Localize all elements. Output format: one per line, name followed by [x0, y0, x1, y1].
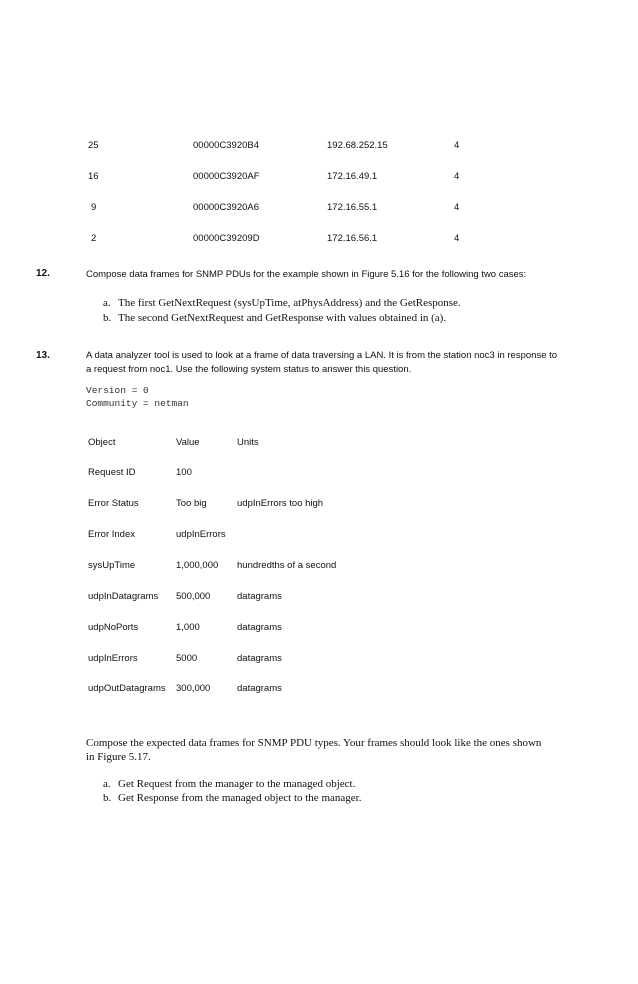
table-cell: 4 [454, 233, 460, 244]
list-item: The second GetNextRequest and GetResponse with values obtained in (a). [118, 312, 447, 324]
table-cell: 25 [88, 140, 99, 151]
table-cell: sysUpTime [88, 560, 136, 571]
table-cell: datagrams [237, 622, 282, 633]
table-cell: udpInErrors [88, 653, 138, 664]
column-header: Object [88, 437, 116, 448]
table-cell: 192.68.252.15 [327, 140, 388, 151]
table-cell: datagrams [237, 683, 282, 694]
list-marker: a. [103, 778, 111, 790]
table-cell: datagrams [237, 591, 282, 602]
table-cell: Error Index [88, 529, 135, 540]
question-number: 12. [36, 268, 50, 279]
table-cell: udpInErrors too high [237, 498, 324, 509]
table-cell: 172.16.56.1 [327, 233, 378, 244]
column-header: Units [237, 437, 259, 448]
list-item: Get Response from the managed object to the manager. [118, 792, 362, 804]
list-item: Get Request from the manager to the managed object. [118, 778, 356, 790]
instruction-text: in Figure 5.17. [86, 751, 151, 763]
table-cell: 1,000,000 [176, 560, 219, 571]
table-cell: 4 [454, 140, 460, 151]
instruction-text: Compose the expected data frames for SNMP PDU types. Your frames should look like the ones shown [86, 737, 542, 749]
column-header: Value [176, 437, 200, 448]
question-text: A data analyzer tool is used to look at a frame of data traversing a LAN. It is from the station noc3 in response to [86, 350, 558, 361]
table-cell: 300,000 [176, 683, 211, 694]
table-cell: 00000C3920AF [193, 171, 260, 182]
table-cell: 00000C3920B4 [193, 140, 260, 151]
table-cell: 2 [91, 233, 97, 244]
question-text: a request from noc1. Use the following system status to answer this question. [86, 364, 412, 375]
table-cell: 500,000 [176, 591, 211, 602]
table-cell: udpInDatagrams [88, 591, 159, 602]
table-cell: 172.16.49.1 [327, 171, 378, 182]
table-cell: udpInErrors [176, 529, 226, 540]
list-marker: a. [103, 297, 111, 309]
code-line: Community = netman [86, 398, 189, 409]
list-marker: b. [103, 312, 112, 324]
table-cell: 4 [454, 171, 460, 182]
question-number: 13. [36, 350, 50, 361]
table-cell: udpOutDatagrams [88, 683, 166, 694]
table-cell: Request ID [88, 467, 136, 478]
table-cell: Too big [176, 498, 207, 509]
table-cell: 00000C39209D [193, 233, 260, 244]
table-cell: 1,000 [176, 622, 200, 633]
table-cell: hundredths of a second [237, 560, 337, 571]
table-cell: udpNoPorts [88, 622, 139, 633]
table-cell: 4 [454, 202, 460, 213]
table-cell: 5000 [176, 653, 198, 664]
table-cell: datagrams [237, 653, 282, 664]
table-cell: 00000C3920A6 [193, 202, 260, 213]
table-cell: 16 [88, 171, 99, 182]
table-cell: 100 [176, 467, 192, 478]
table-cell: Error Status [88, 498, 139, 509]
table-cell: 9 [91, 202, 97, 213]
list-item: The first GetNextRequest (sysUpTime, atPhysAddress) and the GetResponse. [118, 297, 461, 309]
code-line: Version = 0 [86, 385, 149, 396]
question-text: Compose data frames for SNMP PDUs for the example shown in Figure 5.16 for the following two cases: [86, 269, 527, 280]
list-marker: b. [103, 792, 112, 804]
table-cell: 172.16.55.1 [327, 202, 378, 213]
